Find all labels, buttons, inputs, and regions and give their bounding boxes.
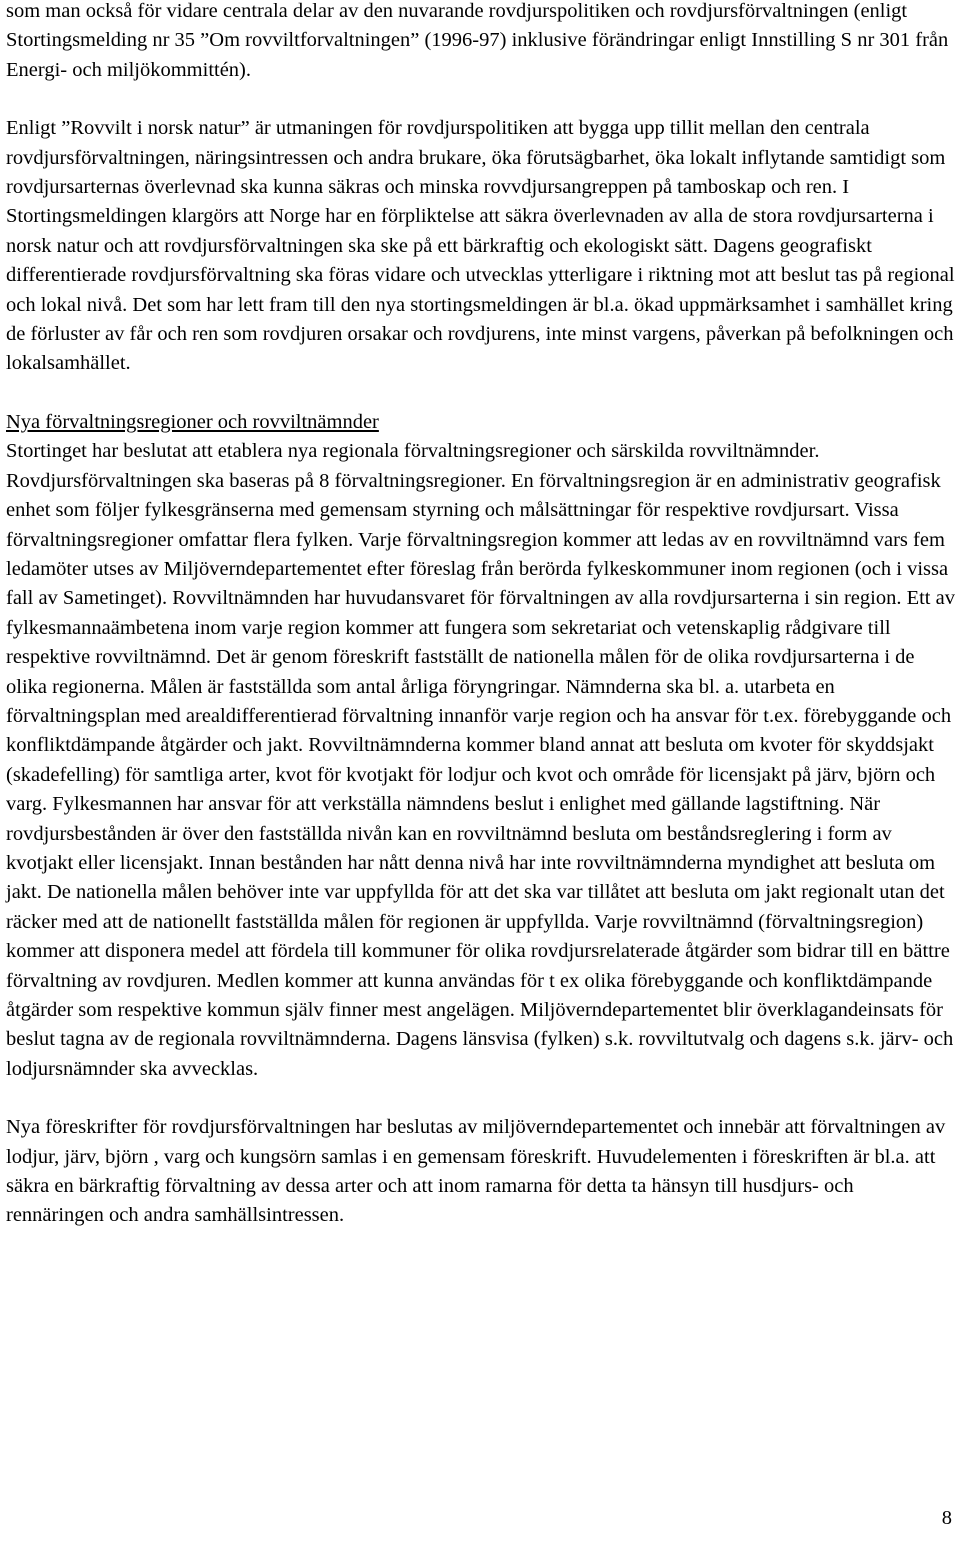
page-number: 8 [941,1507,952,1529]
regulations-paragraph: Nya föreskrifter för rovdjursförvaltningen har beslutas av miljöverndepartementet och innebär att förvaltningen av lodjur, järv, björn , varg och kungsörn samlas i en gemensam föreskrift. Huvudelementen i föreskriften är bl.a. att säkra en bärkraftig förvaltning av dessa arter och att inom ramarna för detta ta hänsyn till husdjurs- och rennäringen och andra samhällsintressen. [6,1116,946,1227]
regions-section [6,408,956,1084]
section-body: Stortinget har beslutat att etablera nya regionala förvaltningsregioner och särskilda rovviltnämnder. Rovdjursförvaltningen ska baseras på 8 förvaltningsregioner. En förvaltningsregion är en administrativ geografisk enhet som följer fylkesgränserna med gemensam styrning och målsättningar för respektive rovdjursart. Vissa förvaltningsregioner omfattar flera fylken. Varje förvaltningsregion kommer att ledas av en rovviltnämnd vars fem ledamöter utses av Miljöverndepartementet efter föreslag från berörda fylkeskommuner inom regionen (och i vissa fall av Sametinget). Rovviltnämnden har huvudansvaret för förvaltningen av alla rovdjursarterna i sin region. Ett av fylkesmannaämbetena inom varje region kommer att fungera som sekretariat och vetenskaplig rådgivare till respektive rovviltnämnd. Det är genom föreskrift fastställt de nationella målen för de olika rovdjursarterna i de olika regionerna. Målen är fastställda som antal årliga föryngringar. Nämnderna ska bl. a. utarbeta en förvaltningsplan med arealdifferentierad förvaltning innanför varje region och ha ansvar för t.ex. förebyggande och konfliktdämpande åtgärder och jakt. Rovviltnämnderna kommer bland annat att besluta om kvoter för skyddsjakt (skadefelling) för samtliga arter, kvot för kvotjakt för lodjur och kvot och område för licensjakt på järv, björn och varg. Fylkesmannen har ansvar för att verkställa nämndens beslut i enlighet med gällande lagstiftning. När rovdjursbestånden är över den fastställda nivån kan en rovviltnämnd besluta om beståndsreglering i form av kvotjakt eller licensjakt. Innan bestånden har nått denna nivå har inte rovviltnämnderna myndighet att besluta om jakt. De nationella målen behöver inte var uppfyllda för att det ska var tillåtet att besluta om jakt regionalt utan det räcker med att de nationellt fastställda målen för regionen är uppfyllda. Varje rovviltnämnd (förvaltningsregion) kommer att disponera medel att fördela till kommuner för olika rovdjursrelaterade åtgärder som bidrar till en bättre förvaltning av rovdjuren. Medlen kommer att kunna användas för t ex olika förebyggande och konfliktdämpande åtgärder som respektive kommun själv finner mest angelägen. Miljöverndepartementet blir överklagandeinsats för beslut tagna av de regionala rovviltnämnderna. Dagens länsvisa (fylken) s.k. rovviltutvalg och dagens s.k. järv- och lodjursnämnder ska avvecklas. [6,440,955,1080]
section-heading: Nya förvaltningsregioner och rovviltnämnder [6,410,379,433]
document-page [6,0,956,1231]
intro-paragraph: som man också för vidare centrala delar av den nuvarande rovdjurspolitiken och rovdjursförvaltningen (enligt Stortingsmelding nr 35 ”Om rovviltforvaltningen” (1996-97) inklusive förändringar enligt Innstilling S nr 301 från Energi- och miljökommittén). [6,0,949,81]
challenge-paragraph: Enligt ”Rovvilt i norsk natur” är utmaningen för rovdjurspolitiken att bygga upp tillit mellan den centrala rovdjursförvaltningen, näringsintressen och andra brukare, öka förutsägbarhet, öka lokalt inflytande samtidigt som rovdjursarternas överlevnad ska kunna säkras och minska rovvdjursangreppen på tamboskap och ren. I Stortingsmeldingen klargörs att Norge har en förpliktelse att säkra överlevnaden av alla de stora rovdjursarterna i norsk natur och att rovdjursförvaltningen ska ske på ett bärkraftig och ekologiskt sätt. Dagens geografiskt differentierade rovdjursförvaltning ska föras vidare och utvecklas ytterligare i riktning mot att beslut tas på regional och lokal nivå. Det som har lett fram till den nya stortingsmeldingen är bl.a. ökad uppmärksamhet i samhället kring de förluster av får och ren som rovdjuren orsakar och rovdjurens, inte minst vargens, påverkan på befolkningen och lokalsamhället. [6,117,955,375]
